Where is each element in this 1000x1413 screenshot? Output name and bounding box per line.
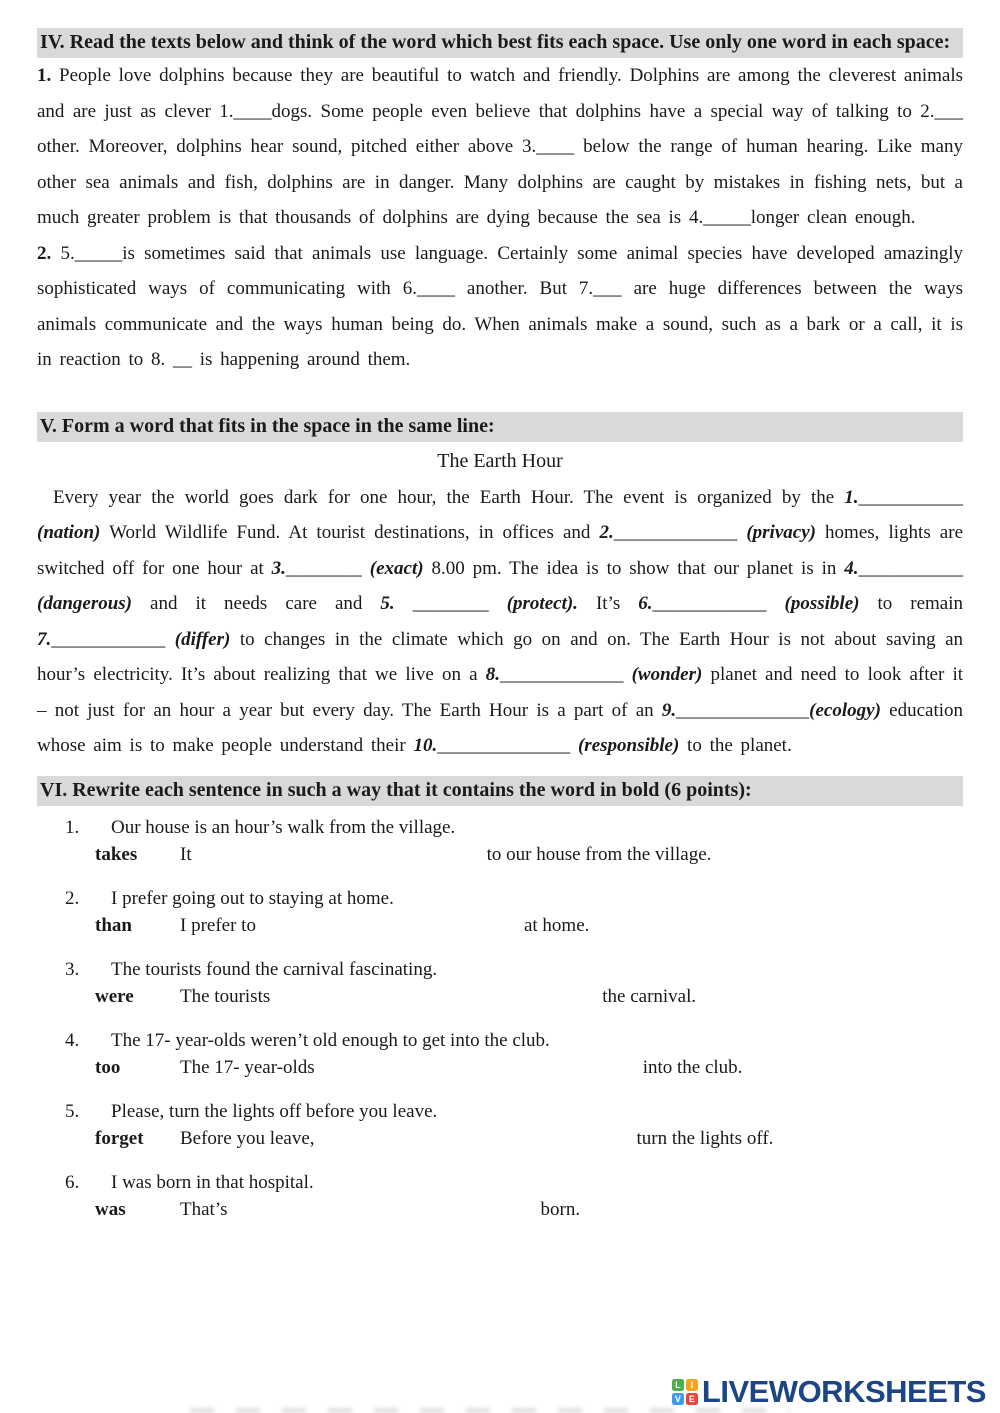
keyword: was xyxy=(95,1198,126,1220)
section-iv xyxy=(37,28,963,378)
answer-blank[interactable] xyxy=(228,1196,541,1223)
question-text: Please, turn the lights off before you leave. xyxy=(111,1100,438,1122)
liveworksheets-wordmark: LIVEWORKSHEETS xyxy=(701,1374,986,1409)
keyword: forget xyxy=(95,1127,144,1149)
logo-square-i: I xyxy=(686,1379,698,1391)
answer-start: The tourists xyxy=(180,985,271,1007)
question-text: The tourists found the carnival fascinating. xyxy=(111,958,438,980)
answer-blank[interactable] xyxy=(270,983,602,1010)
logo-square-v: V xyxy=(672,1393,684,1405)
question-text: The 17- year-olds weren’t old enough to get into the club. xyxy=(111,1029,550,1051)
earth-hour-paragraph: Every year the world goes dark for one hour, the Earth Hour. The event is organized by the 1.___________ (nation) World Wildlife Fund. At tourist destinations, in offices and 2._____________ (privacy) homes, lights are switched off for one hour at 3.________ (exact) 8.00 pm. The idea is to show that our planet is in 4.___________ (dangerous) and it needs care and 5. ________ (protect). It’s 6.____________ (possible) to remain 7.____________ (differ) to changes in the climate which go on and on. The Earth Hour is not about saving an hour’s electricity. It’s about realizing that we live on a 8._____________ (wonder) planet and need to look after it – not just for an hour a year but every day. The Earth Hour is a part of an 9.______________(ecology) education whose aim is to make people understand their 10.______________ (responsible) to the planet. xyxy=(37,486,964,756)
rewrite-item-2 xyxy=(37,885,963,939)
answer-end: into the club. xyxy=(642,1056,743,1078)
question-number: 2. xyxy=(65,887,80,909)
section-v-heading: V. Form a word that fits in the space in the same line: xyxy=(37,412,963,442)
keyword: were xyxy=(95,985,134,1007)
keyword: takes xyxy=(95,843,138,865)
answer-start: Before you leave, xyxy=(180,1127,315,1149)
logo-square-l: L xyxy=(672,1379,684,1391)
answer-start: The 17- year-olds xyxy=(180,1056,315,1078)
question-text: Our house is an hour’s walk from the village. xyxy=(111,816,456,838)
earth-hour-title: The Earth Hour xyxy=(437,449,563,472)
answer-end: born. xyxy=(540,1198,581,1220)
question-text: I prefer going out to staying at home. xyxy=(111,887,394,909)
logo-square-e: E xyxy=(686,1393,698,1405)
answer-blank[interactable] xyxy=(315,1054,643,1081)
section-v xyxy=(37,412,963,764)
answer-end: turn the lights off. xyxy=(636,1127,774,1149)
answer-end: to our house from the village. xyxy=(486,843,712,865)
answer-blank[interactable] xyxy=(256,912,524,939)
answer-start: It xyxy=(180,843,192,865)
rewrite-item-6 xyxy=(37,1169,963,1223)
liveworksheets-logo-icon xyxy=(672,1379,698,1405)
rewrite-item-5 xyxy=(37,1098,963,1152)
dolphins-paragraph-1: 1. People love dolphins because they are beautiful to watch and friendly. Dolphins are among the cleverest animals and are just as clever 1.____dogs. Some people even believe that dolphins have a special way of talking to 2.___ other. Moreover, dolphins hear sound, pitched either above 3.____ below the range of human hearing. Like many other sea animals and fish, dolphins are in danger. Many dolphins are caught by mistakes in fishing nets, but a much greater problem is that thousands of dolphins are dying because the sea is 4._____longer clean enough. xyxy=(37,65,963,228)
cut-off-text-remnant xyxy=(190,1408,790,1413)
question-number: 4. xyxy=(65,1029,80,1051)
answer-start: I prefer to xyxy=(180,914,256,936)
answer-start: That’s xyxy=(180,1198,228,1220)
question-text: I was born in that hospital. xyxy=(111,1171,314,1193)
question-number: 6. xyxy=(65,1171,80,1193)
question-number: 1. xyxy=(65,816,80,838)
section-iv-heading: IV. Read the texts below and think of the word which best fits each space. Use only one word in each space: xyxy=(37,28,963,58)
rewrite-items xyxy=(37,814,963,1223)
question-number: 3. xyxy=(65,958,80,980)
answer-blank[interactable] xyxy=(315,1125,637,1152)
rewrite-item-4 xyxy=(37,1027,963,1081)
answer-end: at home. xyxy=(523,914,590,936)
rewrite-item-3 xyxy=(37,956,963,1010)
question-number: 5. xyxy=(65,1100,80,1122)
section-vi xyxy=(37,776,963,1223)
answer-end: the carnival. xyxy=(602,985,697,1007)
answer-blank[interactable] xyxy=(192,841,487,868)
dolphins-paragraph-2: 2. 5._____is sometimes said that animals use language. Certainly some animal species have developed amazingly sophisticated ways of communicating with 6.____ another. But 7.___ are huge differences between the ways animals communicate and the ways human being do. When animals make a sound, such as a bark or a call, it is in reaction to 8. __ is happening around them. xyxy=(37,242,963,370)
rewrite-item-1 xyxy=(37,814,963,868)
keyword: too xyxy=(95,1056,121,1078)
liveworksheets-logo[interactable] xyxy=(672,1376,986,1407)
section-vi-heading: VI. Rewrite each sentence in such a way that it contains the word in bold (6 points): xyxy=(37,776,963,806)
keyword: than xyxy=(95,914,132,936)
